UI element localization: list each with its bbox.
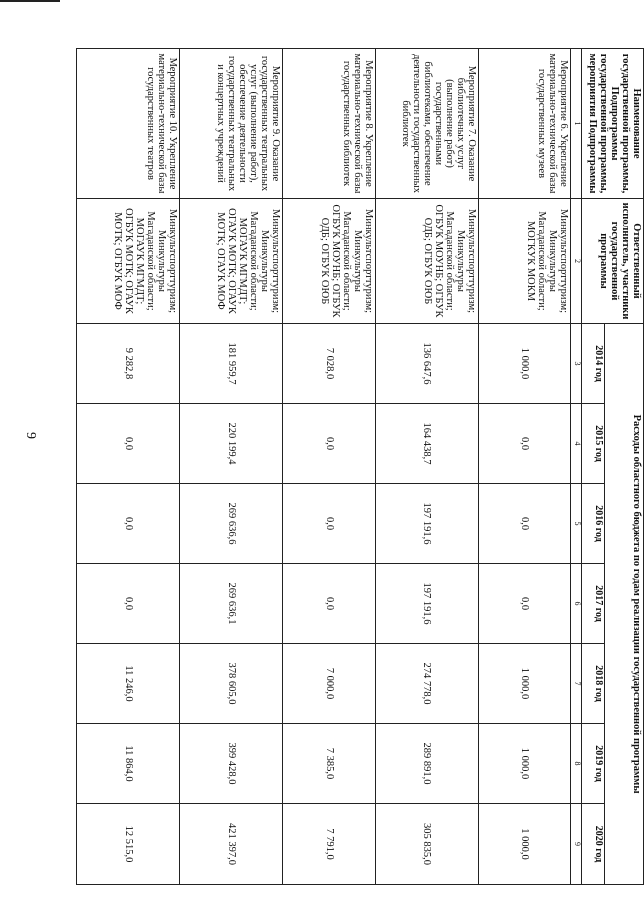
value-2015: 0,0	[479, 404, 571, 484]
value-2020: 421 397,0	[180, 804, 283, 885]
value-2016: 0,0	[479, 484, 571, 564]
header-expenses: Расходы областного бюджета по годам реализации государственной программы	[604, 324, 643, 885]
top-rule	[0, 0, 60, 2]
measure-executors: Минкультспорттуризм; Минкультуры Магаданской области; МОГАУК МГМДТ; ОГАУК МОТК; ОГАУК МОТК; ОГАУК МОФ	[180, 199, 283, 324]
value-2020: 12 515,0	[77, 804, 180, 885]
year-2017: 2017 год	[581, 564, 604, 644]
table-row	[77, 49, 180, 885]
measure-name: Мероприятие 8. Укрепление материально-технической базы государственных библиотек	[283, 49, 375, 199]
program-expenses-table	[76, 48, 644, 885]
value-2015: 220 199,4	[180, 404, 283, 484]
value-2018: 1 000,0	[479, 644, 571, 724]
col-index: 4	[571, 404, 581, 484]
value-2019: 399 428,0	[180, 724, 283, 804]
col-index: 6	[571, 564, 581, 644]
value-2014: 9 282,8	[77, 324, 180, 404]
year-2014: 2014 год	[581, 324, 604, 404]
measure-name: Мероприятие 10. Укрепление материально-технической базы государственных театров	[77, 49, 180, 199]
value-2015: 0,0	[77, 404, 180, 484]
header-exec: Ответственный исполнитель, участники государственной программы	[581, 199, 643, 324]
value-2016: 0,0	[283, 484, 375, 564]
col-index: 3	[571, 324, 581, 404]
table-row	[180, 49, 283, 885]
value-2016: 0,0	[77, 484, 180, 564]
value-2014: 7 028,0	[283, 324, 375, 404]
measure-name: Мероприятие 7. Оказание библиотечных услуг (выполнение работ) государственными библиотеками, обеспечение деятельности государственных библиотек	[375, 49, 478, 199]
value-2015: 164 438,7	[375, 404, 478, 484]
header-name: Наименование государственной программы, Подпрограммы государственной программы, мероприятия Подпрограммы	[581, 49, 643, 199]
col-index: 5	[571, 484, 581, 564]
col-index: 1	[571, 49, 581, 199]
measure-executors: Минкультспорттуризм; Минкультуры Магаданской области; МОГАУК МГМДТ; ОГБУК МОТК; ОГАУК МОТК; ОГБУК МОФ	[77, 199, 180, 324]
value-2014: 181 959,7	[180, 324, 283, 404]
year-2015: 2015 год	[581, 404, 604, 484]
value-2016: 269 636,6	[180, 484, 283, 564]
value-2020: 1 000,0	[479, 804, 571, 885]
measure-executors: Минкультспорттуризм; Минкультуры Магаданской области; МОГКУК МОКМ	[479, 199, 571, 324]
value-2018: 11 246,0	[77, 644, 180, 724]
value-2019: 11 864,0	[77, 724, 180, 804]
table-row	[479, 49, 571, 885]
value-2015: 0,0	[283, 404, 375, 484]
year-2018: 2018 год	[581, 644, 604, 724]
value-2014: 136 647,6	[375, 324, 478, 404]
year-2016: 2016 год	[581, 484, 604, 564]
value-2017: 0,0	[283, 564, 375, 644]
value-2017: 197 191,6	[375, 564, 478, 644]
value-2018: 7 000,0	[283, 644, 375, 724]
col-index: 2	[571, 199, 581, 324]
value-2018: 378 605,0	[180, 644, 283, 724]
table-row	[375, 49, 478, 885]
value-2017: 269 636,1	[180, 564, 283, 644]
value-2020: 7 791,0	[283, 804, 375, 885]
measure-name: Мероприятие 6. Укрепление материально-технической базы государственных музеев	[479, 49, 571, 199]
col-index: 8	[571, 724, 581, 804]
value-2019: 7 385,0	[283, 724, 375, 804]
value-2014: 1 000,0	[479, 324, 571, 404]
value-2020: 305 835,0	[375, 804, 478, 885]
year-2020: 2020 год	[581, 804, 604, 885]
rotated-table-wrapper	[76, 48, 644, 884]
value-2017: 0,0	[479, 564, 571, 644]
value-2019: 1 000,0	[479, 724, 571, 804]
col-index: 7	[571, 644, 581, 724]
value-2019: 289 891,0	[375, 724, 478, 804]
measure-executors: Минкультспорттуризм; Минкультуры Магаданской области; ОГБУК МОУНБ; ОГБУК ОДБ; ОГБУК ОЮБ	[283, 199, 375, 324]
value-2018: 274 778,0	[375, 644, 478, 724]
page-number: 9	[23, 432, 38, 439]
value-2016: 197 191,6	[375, 484, 478, 564]
measure-executors: Минкультспорттуризм; Минкультуры Магаданской области; ОГБУК МОУНБ; ОГБУК ОДБ; ОГБУК ОЮБ	[375, 199, 478, 324]
year-2019: 2019 год	[581, 724, 604, 804]
col-index: 9	[571, 804, 581, 885]
table-row	[283, 49, 375, 885]
measure-name: Мероприятие 9. Оказание государственных театральных услуг (выполнение работ), обеспечение деятельности государственных театральных и концертных учреждений	[180, 49, 283, 199]
value-2017: 0,0	[77, 564, 180, 644]
